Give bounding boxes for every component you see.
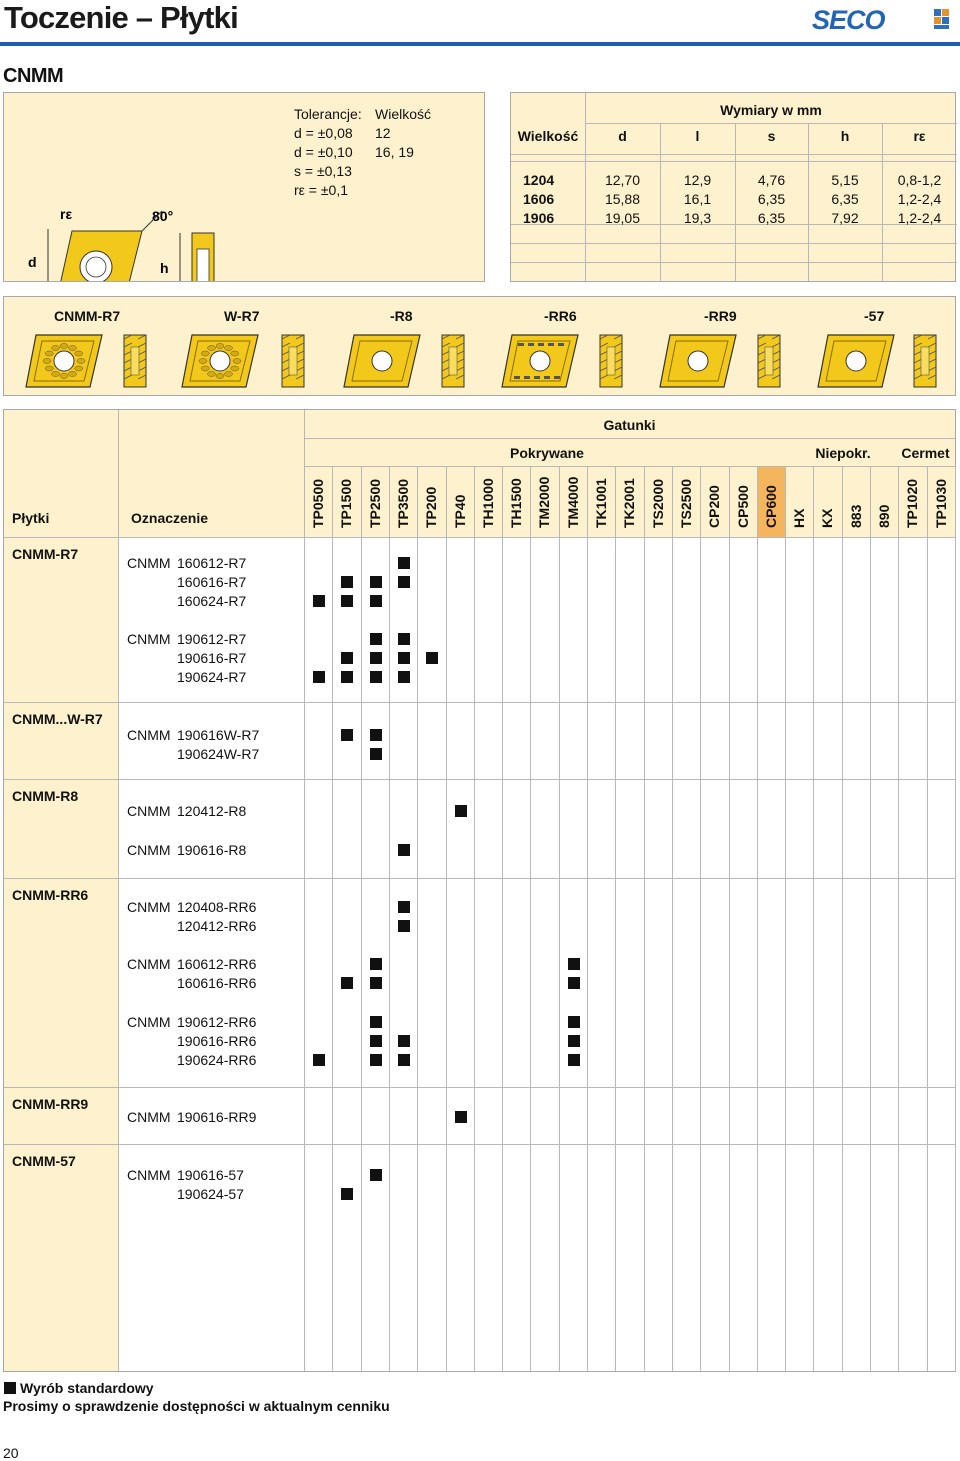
grade-header: TK1001 bbox=[593, 478, 609, 528]
grade-header: CP500 bbox=[734, 485, 751, 528]
grades-table bbox=[3, 409, 956, 1372]
dim-value-cell: 12,9 bbox=[683, 172, 712, 188]
insert-group-name: CNMM-57 bbox=[12, 1153, 76, 1169]
insert-front-view-icon bbox=[816, 331, 896, 391]
grade-header: HX bbox=[791, 508, 808, 528]
designation-prefix: CNMM bbox=[127, 1167, 171, 1183]
section-title: CNMM bbox=[3, 65, 64, 87]
gatunki-header: Gatunki bbox=[603, 417, 656, 433]
designation-prefix: CNMM bbox=[127, 1014, 171, 1030]
designation-code: 190624-RR6 bbox=[177, 1052, 257, 1068]
label-re-top: rε bbox=[60, 206, 73, 222]
availability-note: Prosimy o sprawdzenie dostępności w aktualnym cenniku bbox=[3, 1398, 390, 1414]
designation-prefix: CNMM bbox=[127, 842, 171, 858]
geometry-label: -R8 bbox=[390, 308, 413, 324]
grade-header: TM2000 bbox=[536, 476, 553, 528]
designation-code: 190612-R7 bbox=[177, 631, 247, 647]
designation-code: 120408-RR6 bbox=[177, 899, 257, 915]
tolerance-heading: Tolerancje: bbox=[294, 106, 362, 122]
brand-logo bbox=[812, 6, 952, 32]
insert-group-name: CNMM-RR6 bbox=[12, 887, 89, 903]
insert-front-view-icon bbox=[180, 331, 260, 391]
dim-value-cell: 12,70 bbox=[604, 172, 641, 188]
insert-front-view-icon bbox=[342, 331, 422, 391]
geometry-label: -RR6 bbox=[544, 308, 577, 324]
designation-code: 160624-R7 bbox=[177, 593, 247, 609]
designation-prefix: CNMM bbox=[127, 1109, 171, 1125]
designation-code: 160612-RR6 bbox=[177, 956, 257, 972]
insert-side-view-icon bbox=[756, 331, 782, 391]
tolerance-line: rε = ±0,1 bbox=[294, 182, 349, 198]
dim-header: s bbox=[767, 128, 776, 144]
standard-product-mark bbox=[341, 1188, 353, 1200]
dim-value-cell: 0,8-1,2 bbox=[897, 172, 942, 188]
grade-header: TP200 bbox=[423, 486, 440, 528]
dim-value-cell: 6,35 bbox=[757, 191, 786, 207]
cermet-header: Cermet bbox=[901, 445, 950, 461]
standard-product-mark bbox=[370, 576, 382, 588]
designation-prefix: CNMM bbox=[127, 899, 171, 915]
geometry-label: CNMM-R7 bbox=[54, 308, 121, 324]
dim-value-cell: 15,88 bbox=[604, 191, 641, 207]
standard-product-mark bbox=[341, 595, 353, 607]
legend-text: Wyrób standardowy bbox=[20, 1380, 154, 1396]
standard-product-mark bbox=[370, 958, 382, 970]
insert-group-name: CNMM-R7 bbox=[12, 546, 79, 562]
designation-code: 190624W-R7 bbox=[177, 746, 260, 762]
insert-side-view-icon bbox=[912, 331, 938, 391]
grade-header: TK2001 bbox=[621, 478, 638, 528]
tolerance-line: d = ±0,08 bbox=[294, 125, 353, 141]
dim-size-cell: 1906 bbox=[523, 210, 555, 226]
grade-header: TP0500 bbox=[310, 478, 326, 528]
designation-code: 120412-RR6 bbox=[177, 918, 257, 934]
dim-value-cell: 1,2-2,4 bbox=[897, 191, 942, 207]
insert-side-view-icon bbox=[440, 331, 466, 391]
designation-code: 160616-RR6 bbox=[177, 975, 257, 991]
designation-code: 190624-57 bbox=[177, 1186, 244, 1202]
designation-code: 190612-RR6 bbox=[177, 1014, 257, 1030]
insert-diagram-panel bbox=[3, 92, 485, 282]
designation-prefix: CNMM bbox=[127, 631, 171, 647]
designation-prefix: CNMM bbox=[127, 727, 171, 743]
geometry-label: W-R7 bbox=[224, 308, 260, 324]
legend-square-icon bbox=[4, 1382, 16, 1394]
page-number: 20 bbox=[3, 1445, 19, 1461]
standard-product-mark bbox=[398, 1035, 410, 1047]
grade-header: KX bbox=[819, 508, 836, 528]
geometry-label: -RR9 bbox=[704, 308, 737, 324]
dim-header: h bbox=[840, 128, 850, 144]
standard-product-mark bbox=[568, 1016, 580, 1028]
insert-front-view-icon bbox=[24, 331, 104, 391]
size-value: 12 bbox=[375, 125, 391, 141]
insert-side-view-icon bbox=[280, 331, 306, 391]
standard-product-mark bbox=[398, 671, 410, 683]
standard-product-mark bbox=[370, 729, 382, 741]
dimensions-table bbox=[510, 92, 956, 282]
standard-product-mark bbox=[313, 1054, 325, 1066]
standard-product-mark bbox=[568, 958, 580, 970]
dim-value-cell: 4,76 bbox=[757, 172, 786, 188]
standard-product-mark bbox=[398, 576, 410, 588]
page-title: Toczenie – Płytki bbox=[4, 0, 238, 35]
grade-header: TP1500 bbox=[338, 478, 355, 528]
standard-product-mark bbox=[370, 652, 382, 664]
oznaczenie-header: Oznaczenie bbox=[131, 510, 209, 526]
dim-size-cell: 1204 bbox=[523, 172, 555, 188]
grade-header: 883 bbox=[847, 504, 864, 528]
tolerance-line: s = ±0,13 bbox=[294, 163, 352, 179]
grade-header: TS2500 bbox=[677, 478, 694, 528]
standard-product-mark bbox=[341, 977, 353, 989]
designation-prefix: CNMM bbox=[127, 803, 171, 819]
standard-product-mark bbox=[370, 1169, 382, 1181]
label-h: h bbox=[160, 260, 169, 276]
tolerance-line: d = ±0,10 bbox=[294, 144, 353, 160]
designation-prefix: CNMM bbox=[127, 555, 171, 571]
standard-product-mark bbox=[370, 633, 382, 645]
insert-front-view-icon bbox=[500, 331, 580, 391]
dim-header: Wielkość bbox=[517, 128, 579, 144]
standard-product-mark bbox=[370, 748, 382, 760]
insert-front-view-icon bbox=[658, 331, 738, 391]
designation-code: 190616-57 bbox=[177, 1167, 244, 1183]
standard-product-mark bbox=[398, 901, 410, 913]
insert-group-name: CNMM-RR9 bbox=[12, 1096, 89, 1112]
dim-value-cell: 19,3 bbox=[683, 210, 712, 226]
grade-header: TS2000 bbox=[649, 478, 666, 528]
grade-header: TH1500 bbox=[508, 478, 525, 528]
standard-product-mark bbox=[398, 557, 410, 569]
dim-value-cell: 5,15 bbox=[831, 172, 859, 188]
grade-header: 890 bbox=[876, 504, 892, 528]
standard-product-mark bbox=[370, 1016, 382, 1028]
grade-header: CP600 bbox=[762, 485, 779, 528]
standard-product-mark bbox=[370, 595, 382, 607]
standard-product-mark bbox=[341, 652, 353, 664]
standard-product-mark bbox=[370, 1054, 382, 1066]
brand-logo-text: SECO bbox=[812, 6, 885, 32]
insert-side-view-icon bbox=[598, 331, 624, 391]
dim-value-cell: 6,35 bbox=[757, 210, 786, 226]
label-d: d bbox=[28, 254, 37, 270]
grade-header: TP1020 bbox=[904, 478, 921, 528]
standard-product-mark bbox=[568, 1054, 580, 1066]
standard-product-mark bbox=[568, 1035, 580, 1047]
designation-code: 190616-RR9 bbox=[177, 1109, 257, 1125]
standard-product-mark bbox=[313, 671, 325, 683]
grade-header: TP40 bbox=[451, 494, 468, 528]
insert-group-name: CNMM...W-R7 bbox=[12, 711, 103, 727]
dim-size-cell: 1606 bbox=[523, 191, 555, 207]
standard-product-mark bbox=[341, 671, 353, 683]
grade-header: CP200 bbox=[706, 485, 723, 528]
geometry-label: -57 bbox=[864, 308, 885, 324]
grade-header: TM4000 bbox=[564, 476, 581, 528]
standard-product-mark bbox=[568, 977, 580, 989]
designation-code: 190624-R7 bbox=[177, 669, 247, 685]
dim-value-cell: 19,05 bbox=[604, 210, 641, 226]
standard-product-mark bbox=[398, 1054, 410, 1066]
designation-code: 190616-R7 bbox=[177, 650, 247, 666]
dimensions-title: Wymiary w mm bbox=[720, 102, 822, 118]
designation-code: 120412-R8 bbox=[177, 803, 247, 819]
insert-geometry-diagram bbox=[4, 93, 284, 281]
standard-product-mark bbox=[398, 652, 410, 664]
standard-product-mark bbox=[426, 652, 438, 664]
standard-product-mark bbox=[398, 844, 410, 856]
insert-side-view-icon bbox=[122, 331, 148, 391]
standard-product-mark bbox=[341, 729, 353, 741]
plytki-header: Płytki bbox=[12, 510, 50, 526]
dim-header: d bbox=[618, 128, 627, 144]
grade-header: TP1030 bbox=[932, 478, 949, 528]
standard-product-mark bbox=[341, 576, 353, 588]
designation-code: 160612-R7 bbox=[177, 555, 247, 571]
designation-code: 160616-R7 bbox=[177, 574, 247, 590]
grade-header: TP2500 bbox=[366, 478, 383, 528]
grade-header: TH1000 bbox=[479, 478, 496, 528]
standard-product-mark bbox=[398, 920, 410, 932]
standard-product-mark bbox=[370, 671, 382, 683]
geometry-strip bbox=[3, 296, 956, 396]
dim-header: rε bbox=[913, 128, 926, 144]
dim-header: l bbox=[695, 128, 700, 144]
standard-product-mark bbox=[455, 805, 467, 817]
dim-value-cell: 6,35 bbox=[831, 191, 859, 207]
dim-value-cell: 1,2-2,4 bbox=[897, 210, 942, 226]
label-angle: 80° bbox=[152, 208, 174, 224]
dim-value-cell: 16,1 bbox=[683, 191, 712, 207]
size-value: 16, 19 bbox=[375, 144, 414, 160]
designation-code: 190616-R8 bbox=[177, 842, 247, 858]
designation-code: 190616-RR6 bbox=[177, 1033, 257, 1049]
grade-header: TP3500 bbox=[394, 478, 411, 528]
size-heading: Wielkość bbox=[375, 106, 432, 122]
standard-product-mark bbox=[398, 633, 410, 645]
standard-product-mark bbox=[455, 1111, 467, 1123]
designation-prefix: CNMM bbox=[127, 956, 171, 972]
standard-product-mark bbox=[313, 595, 325, 607]
standard-product-mark bbox=[370, 977, 382, 989]
pokrywane-header: Pokrywane bbox=[510, 445, 584, 461]
dim-value-cell: 7,92 bbox=[831, 210, 859, 226]
niepokr-header: Niepokr. bbox=[815, 445, 871, 461]
standard-product-mark bbox=[370, 1035, 382, 1047]
header-divider bbox=[0, 42, 960, 46]
insert-group-name: CNMM-R8 bbox=[12, 788, 79, 804]
designation-code: 190616W-R7 bbox=[177, 727, 260, 743]
